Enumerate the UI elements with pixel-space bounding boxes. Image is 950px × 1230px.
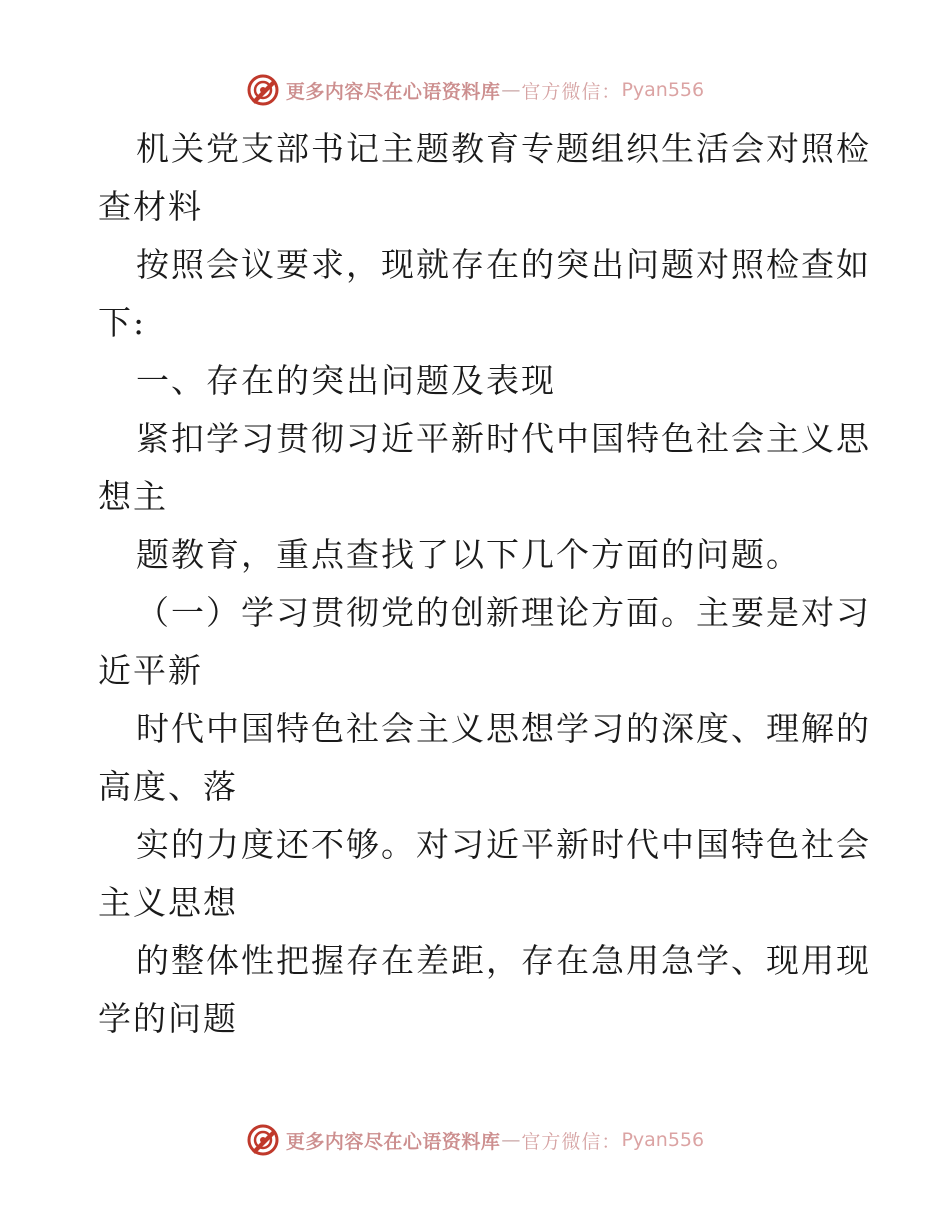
banner-brand-text: 更多内容尽在心语资料库: [285, 80, 501, 103]
paragraph-line: 的整体性把握存在差距，存在急用急学、现用现: [136, 941, 871, 980]
banner-wechat-label: 官方微信：: [521, 1130, 622, 1153]
banner-dash: —: [501, 1129, 521, 1151]
paragraph-line: 近平新: [98, 651, 203, 690]
paragraph-line: 题教育，重点查找了以下几个方面的问题。: [136, 535, 801, 574]
paragraph-line: 实的力度还不够。对习近平新时代中国特色社会: [136, 825, 871, 864]
paragraph-line: 下:: [98, 303, 147, 342]
banner-account: Pyan556: [621, 1129, 705, 1151]
document-body: [98, 120, 871, 1048]
brand-logo-icon: [246, 73, 280, 107]
paragraph-line: 高度、落: [98, 767, 238, 806]
banner-brand-text: 更多内容尽在心语资料库: [285, 1130, 501, 1153]
header-banner: [0, 70, 950, 110]
paragraph-line: 学的问题: [98, 999, 238, 1038]
banner-dash: —: [501, 79, 521, 101]
document-title-line-1: 机关党支部书记主题教育专题组织生活会对照检: [136, 129, 871, 168]
section-heading: 一、存在的突出问题及表现: [136, 361, 556, 400]
banner-wechat-label: 官方微信：: [521, 80, 622, 103]
paragraph-line: 想主: [98, 477, 168, 516]
document-title-line-2: 查材料: [98, 187, 203, 226]
subsection-line: （一）学习贯彻党的创新理论方面。主要是对习: [136, 593, 871, 632]
paragraph-line: 时代中国特色社会主义思想学习的深度、理解的: [136, 709, 871, 748]
banner-account: Pyan556: [621, 79, 705, 101]
paragraph-line: 按照会议要求，现就存在的突出问题对照检查如: [136, 245, 871, 284]
brand-logo-icon: [246, 1123, 280, 1157]
paragraph-line: 主义思想: [98, 883, 238, 922]
footer-banner: [0, 1120, 950, 1160]
paragraph-line: 紧扣学习贯彻习近平新时代中国特色社会主义思: [136, 419, 871, 458]
